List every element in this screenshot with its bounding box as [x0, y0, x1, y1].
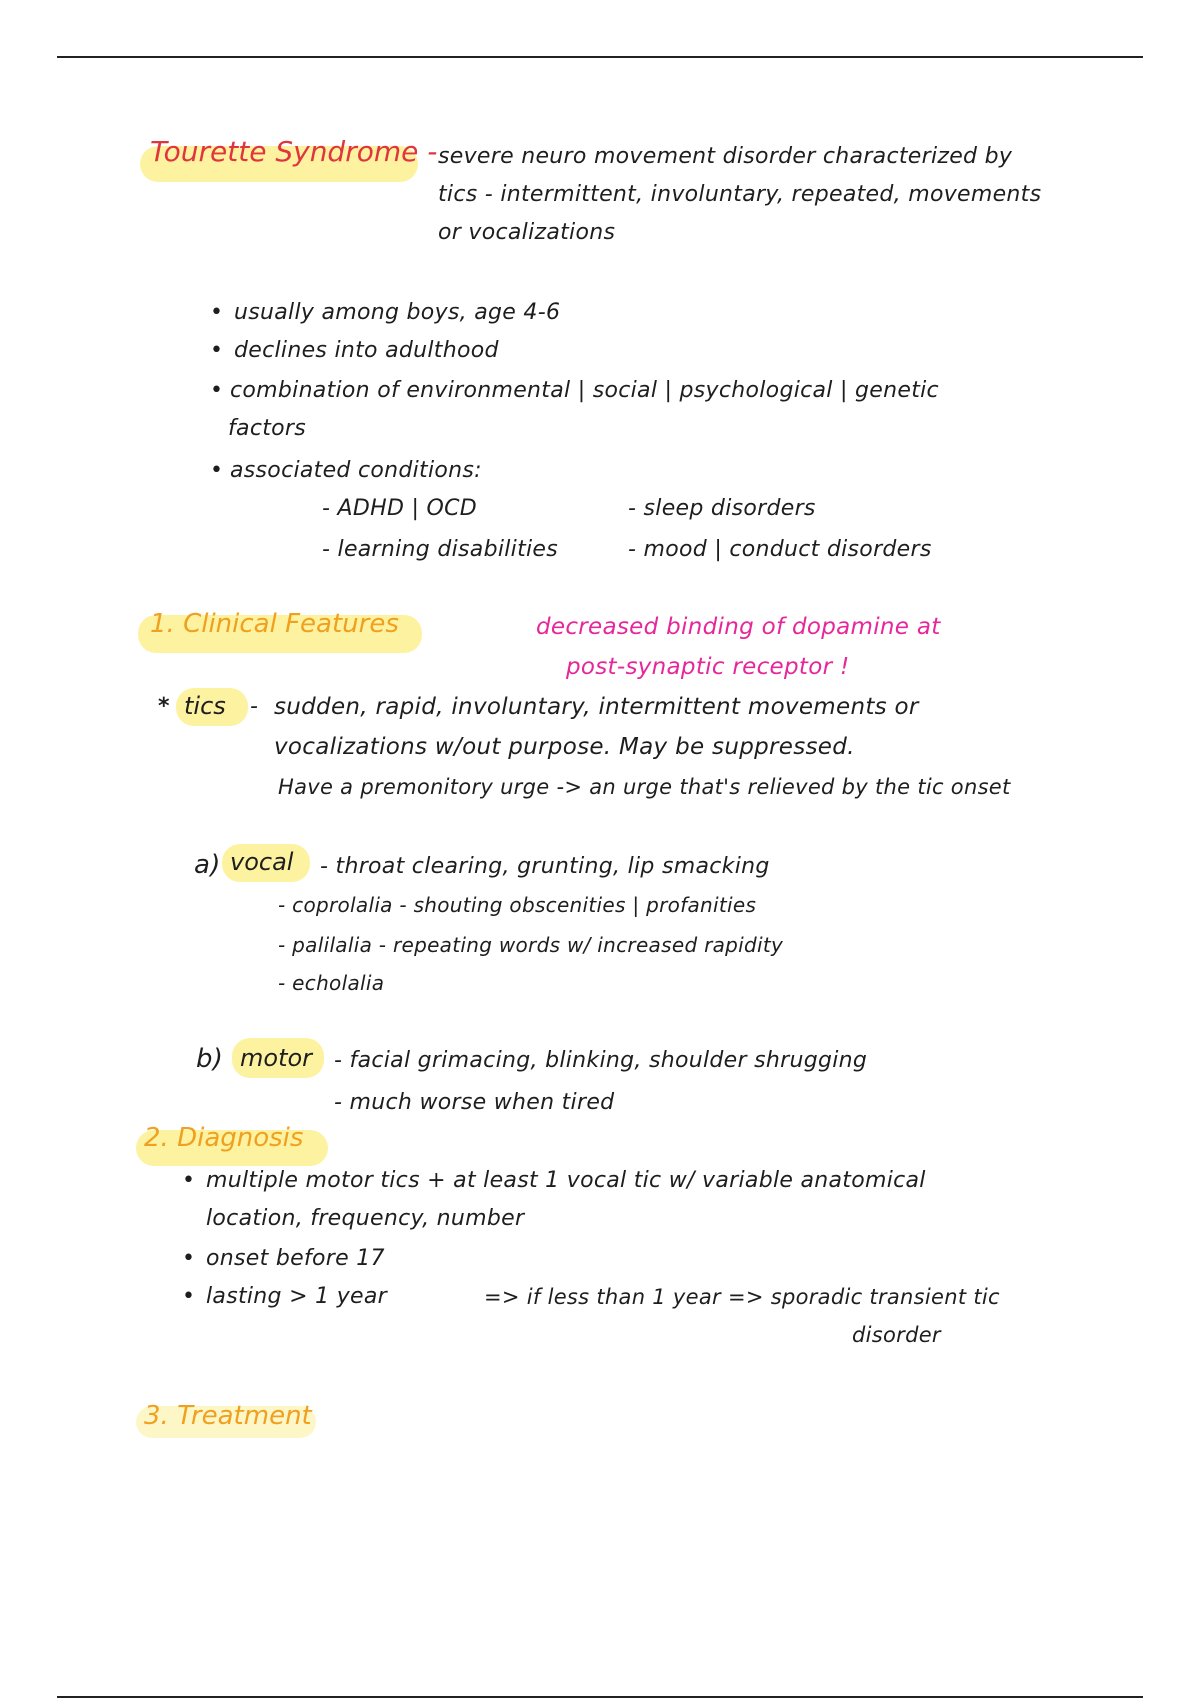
title-label: Tourette Syndrome - [150, 135, 438, 168]
overview-item: combination of environmental | social | psychological | genetic [230, 378, 939, 403]
dopamine-annotation-line-1: decreased binding of dopamine at [536, 614, 941, 640]
overview-item: usually among boys, age 4-6 [234, 300, 561, 325]
bullet-dot: • [210, 378, 223, 403]
condition-item: - ADHD | OCD [322, 496, 478, 521]
overview-item: declines into adulthood [234, 338, 499, 363]
overview-item: factors [228, 416, 307, 441]
motor-label: motor [240, 1044, 313, 1072]
tics-line-3: Have a premonitory urge -> an urge that's relieved by the tic onset [278, 775, 1011, 799]
diagnosis-line: lasting > 1 year [206, 1284, 387, 1309]
definition-line-1: severe neuro movement disorder characterized by [438, 144, 1013, 169]
vocal-label: vocal [230, 848, 294, 876]
tics-label: tics [184, 692, 226, 720]
vocal-line: - palilalia - repeating words w/ increased rapidity [278, 933, 784, 957]
vocal-prefix: a) [194, 850, 221, 880]
tics-dash: - [250, 694, 259, 719]
condition-item: - learning disabilities [322, 537, 559, 562]
vocal-line: - coprolalia - shouting obscenities | profanities [278, 893, 757, 917]
bullet-dot: • [182, 1246, 195, 1271]
diagnosis-heading: 2. Diagnosis [144, 1123, 304, 1153]
condition-item: - sleep disorders [628, 496, 816, 521]
bullet-dot: • [210, 338, 223, 363]
motor-line: - much worse when tired [334, 1090, 615, 1115]
condition-item: - mood | conduct disorders [628, 537, 932, 562]
dopamine-annotation-line-2: post-synaptic receptor ! [566, 654, 850, 680]
definition-line-3: or vocalizations [438, 220, 616, 245]
motor-line: - facial grimacing, blinking, shoulder shrugging [334, 1048, 868, 1073]
top-rule [57, 56, 1143, 58]
bottom-rule [57, 1696, 1143, 1698]
clinical-heading: 1. Clinical Features [150, 609, 399, 639]
diagnosis-note-continued: disorder [852, 1323, 941, 1347]
tics-line-2: vocalizations w/out purpose. May be suppressed. [274, 734, 855, 760]
diagnosis-line: multiple motor tics + at least 1 vocal tic w/ variable anatomical [206, 1168, 926, 1193]
diagnosis-line: onset before 17 [206, 1246, 385, 1271]
overview-item: associated conditions: [230, 458, 482, 483]
vocal-line: - throat clearing, grunting, lip smacking [320, 854, 770, 879]
bullet-dot: • [210, 300, 223, 325]
bullet-dot: • [210, 458, 223, 483]
treatment-heading: 3. Treatment [144, 1401, 312, 1431]
bullet-dot: • [182, 1284, 195, 1309]
star-marker: * [158, 694, 170, 719]
vocal-line: - echolalia [278, 971, 385, 995]
definition-line-2: tics - intermittent, involuntary, repeated, movements [438, 182, 1042, 207]
tics-line-1: sudden, rapid, involuntary, intermittent movements or [274, 694, 919, 720]
diagnosis-note: => if less than 1 year => sporadic transient tic [484, 1285, 1000, 1309]
motor-prefix: b) [196, 1044, 224, 1074]
diagnosis-line: location, frequency, number [206, 1206, 525, 1231]
bullet-dot: • [182, 1168, 195, 1193]
